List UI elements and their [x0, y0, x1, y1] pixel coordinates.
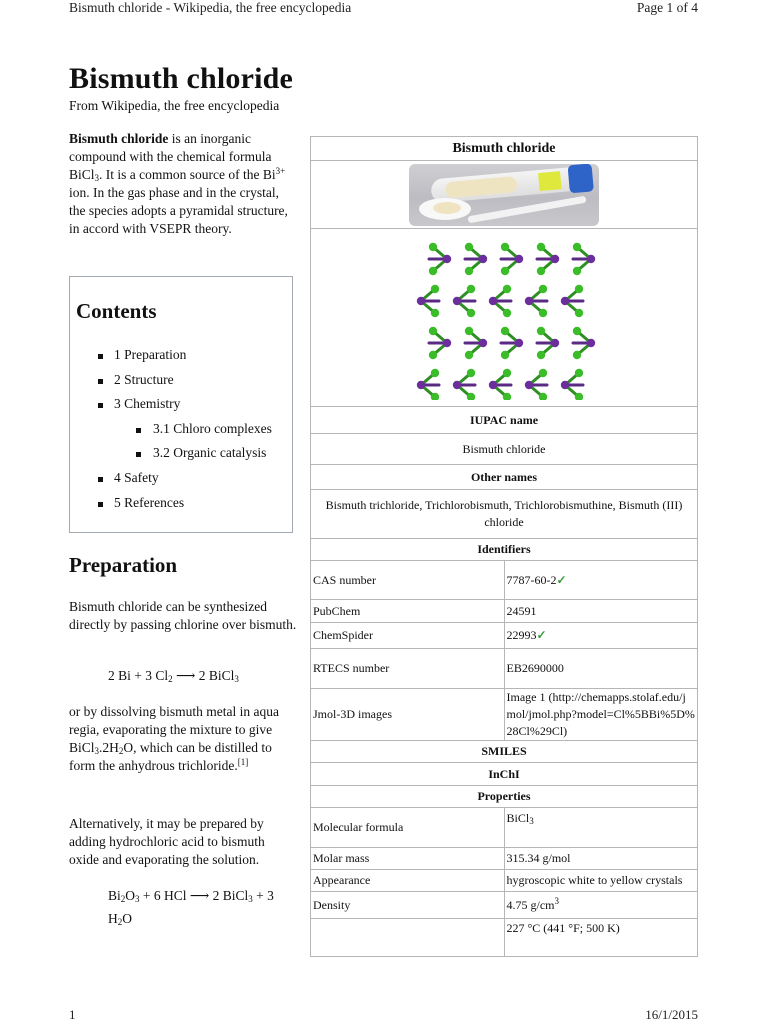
chlorine-atom — [467, 285, 475, 293]
chlorine-atom — [431, 369, 439, 377]
chlorine-atom — [501, 351, 509, 359]
chlorine-atom — [503, 309, 511, 317]
density-label[interactable]: Density — [311, 892, 505, 919]
other-names-heading: Other names — [311, 465, 698, 490]
chlorine-atom — [429, 327, 437, 335]
chlorine-atom — [465, 351, 473, 359]
bullet-icon — [136, 452, 141, 457]
chlorine-atom — [539, 309, 547, 317]
chlorine-atom — [465, 267, 473, 275]
chemspider-label[interactable]: ChemSpider — [311, 623, 505, 649]
crystal-structure-image[interactable] — [409, 235, 599, 400]
chlorine-atom — [501, 267, 509, 275]
table-of-contents — [69, 276, 293, 533]
iupac-name-value: Bismuth chloride — [311, 434, 698, 465]
rtecs-label[interactable]: RTECS number — [311, 649, 505, 689]
intro-sup: 3+ — [275, 166, 286, 176]
bismuth-atom — [479, 255, 487, 263]
chlorine-atom — [573, 327, 581, 335]
print-footer-page-number: 1 — [69, 1007, 76, 1022]
powder-shape — [445, 175, 518, 197]
chlorine-atom — [537, 267, 545, 275]
bismuth-atom — [561, 381, 569, 389]
chlorine-atom — [575, 285, 583, 293]
bismuth-atom — [525, 297, 533, 305]
bismuth-atom — [587, 339, 595, 347]
intro-text: . It is a common source of the Bi — [99, 167, 276, 182]
print-footer-date: 16/1/2015 — [645, 1007, 698, 1022]
intro-paragraph — [69, 130, 297, 238]
bullet-icon — [98, 379, 103, 384]
infobox-photo-cell — [311, 161, 698, 229]
bismuth-atom — [479, 339, 487, 347]
toc-item-chemistry[interactable]: 3 Chemistry — [70, 396, 292, 421]
bismuth-atom — [489, 381, 497, 389]
bismuth-atom — [551, 339, 559, 347]
molar-mass-value: 315.34 g/mol — [504, 848, 698, 870]
chlorine-atom — [501, 243, 509, 251]
preparation-paragraph: or by dissolving bismuth metal in aqua regia, evaporating the mixture to give $BiCl_3.2H_2O$, which can be distilled to form the anhydrous trichloride.[1] — [69, 704, 279, 773]
rtecs-value: EB2690000 — [504, 649, 698, 689]
bismuth-atom — [587, 255, 595, 263]
formula-label[interactable]: Molecular formula — [311, 808, 505, 848]
bismuth-atom — [453, 381, 461, 389]
page-title: Bismuth chloride — [69, 62, 294, 95]
toc-item-preparation[interactable]: 1 Preparation — [70, 347, 292, 372]
preparation-paragraph: Bismuth chloride can be synthesized directly by passing chlorine over bismuth. — [69, 599, 297, 632]
check-icon: ✓ — [556, 572, 567, 587]
chembox-infobox — [310, 136, 698, 957]
toc-item-references[interactable]: 5 References — [70, 495, 292, 520]
chlorine-atom — [573, 267, 581, 275]
infobox-title: Bismuth chloride — [311, 137, 698, 161]
chlorine-atom — [573, 351, 581, 359]
chlorine-atom — [465, 243, 473, 251]
chlorine-atom — [429, 243, 437, 251]
chlorine-atom — [537, 351, 545, 359]
toc-item-chloro-complexes[interactable]: 3.1 Chloro complexes — [70, 421, 292, 446]
chlorine-atom — [501, 327, 509, 335]
chlorine-atom — [431, 285, 439, 293]
cas-label[interactable]: CAS number — [311, 561, 505, 600]
reference-link[interactable]: [1] — [237, 757, 249, 767]
preparation-paragraph: Alternatively, it may be prepared by adding hydrochloric acid to bismuth oxide and evaporating the solution. — [69, 816, 265, 867]
bismuth-atom — [417, 381, 425, 389]
toc-title: Contents — [76, 299, 157, 323]
sample-photo[interactable] — [409, 164, 599, 226]
appearance-value: hygroscopic white to yellow crystals — [504, 870, 698, 892]
print-header-page: Page 1 of 4 — [636, 0, 698, 15]
jmol-link[interactable]: Image 1 (http://chemapps.stolaf.edu/jmol/jmol.php?model=Cl%5BBi%5D%28Cl%29Cl) — [504, 689, 698, 741]
cap-shape — [568, 164, 594, 193]
intro-sub: 3 — [94, 173, 100, 183]
reaction-equation: 2 Bi + 3 $Cl_2$ ⟶ 2 BiCl$_3$ — [108, 668, 239, 684]
chlorine-atom — [429, 351, 437, 359]
density-value: 4.75 $g/cm^3$ — [504, 892, 698, 919]
cas-value: 7787-60-2✓ — [504, 561, 698, 600]
bullet-icon — [98, 403, 103, 408]
bismuth-atom — [515, 339, 523, 347]
powder-shape — [433, 202, 461, 214]
appearance-label: Appearance — [311, 870, 505, 892]
chlorine-atom — [575, 309, 583, 317]
label-shape — [538, 171, 561, 191]
toc-list — [70, 347, 292, 519]
print-header-title: Bismuth chloride - Wikipedia, the free encyclopedia — [69, 0, 352, 15]
melting-point-label[interactable] — [311, 919, 505, 957]
molar-mass-label[interactable]: Molar mass — [311, 848, 505, 870]
chlorine-atom — [537, 327, 545, 335]
spoon-handle-shape — [467, 195, 586, 223]
formula-value: BiCl$_3$ — [504, 808, 698, 848]
intro-bold-term: Bismuth chloride — [69, 131, 169, 146]
test-tube-shape — [430, 166, 580, 203]
chlorine-atom — [503, 369, 511, 377]
chlorine-atom — [539, 369, 547, 377]
smiles-toggle[interactable]: SMILES — [311, 741, 698, 763]
bismuth-atom — [443, 255, 451, 263]
chlorine-atom — [467, 369, 475, 377]
chlorine-atom — [503, 285, 511, 293]
bismuth-atom — [443, 339, 451, 347]
inchi-toggle[interactable]: InChI — [311, 763, 698, 786]
bullet-icon — [98, 354, 103, 359]
bismuth-atom — [561, 297, 569, 305]
toc-item-structure[interactable]: 2 Structure — [70, 372, 292, 397]
bismuth-atom — [515, 255, 523, 263]
chlorine-atom — [575, 369, 583, 377]
bullet-icon — [98, 477, 103, 482]
chemspider-value[interactable]: 22993✓ — [504, 623, 698, 649]
pubchem-label[interactable]: PubChem — [311, 600, 505, 623]
chlorine-atom — [431, 309, 439, 317]
page-subtitle: From Wikipedia, the free encyclopedia — [69, 98, 280, 113]
bismuth-atom — [525, 381, 533, 389]
chlorine-atom — [429, 267, 437, 275]
section-heading-preparation: Preparation — [69, 553, 178, 577]
intro-text: is an inorganic compound with the chemical formula BiCl — [69, 131, 272, 182]
bismuth-atom — [551, 255, 559, 263]
pubchem-value[interactable]: 24591 — [504, 600, 698, 623]
toc-item-safety[interactable]: 4 Safety — [70, 470, 292, 495]
check-icon: ✓ — [536, 628, 547, 642]
identifiers-heading: Identifiers — [311, 539, 698, 561]
infobox-structure-cell — [311, 229, 698, 407]
iupac-name-heading: IUPAC name — [311, 407, 698, 434]
chlorine-atom — [467, 309, 475, 317]
bullet-icon — [98, 502, 103, 507]
melting-point-value: 227 °C (441 °F; 500 K) — [504, 919, 698, 957]
reaction-equation: $Bi_2O_3 + 6$ HCl ⟶ 2 BiCl$_3$ + 3 $H_2O$ — [108, 888, 274, 927]
chlorine-atom — [465, 327, 473, 335]
bismuth-atom — [417, 297, 425, 305]
bullet-icon — [136, 428, 141, 433]
chlorine-atom — [537, 243, 545, 251]
intro-text: ion. In the gas phase and in the crystal, the species adopts a pyramidal structure, in accord with VSEPR theory. — [69, 185, 288, 236]
properties-heading: Properties — [311, 786, 698, 808]
chlorine-atom — [539, 285, 547, 293]
jmol-label[interactable]: Jmol-3D images — [311, 689, 505, 741]
toc-item-organic-catalysis[interactable]: 3.2 Organic catalysis — [70, 445, 292, 470]
chlorine-atom — [573, 243, 581, 251]
other-names-value: Bismuth trichloride, Trichlorobismuth, Trichlorobismuthine, Bismuth (III) chloride — [311, 490, 698, 539]
bismuth-atom — [453, 297, 461, 305]
bismuth-atom — [489, 297, 497, 305]
